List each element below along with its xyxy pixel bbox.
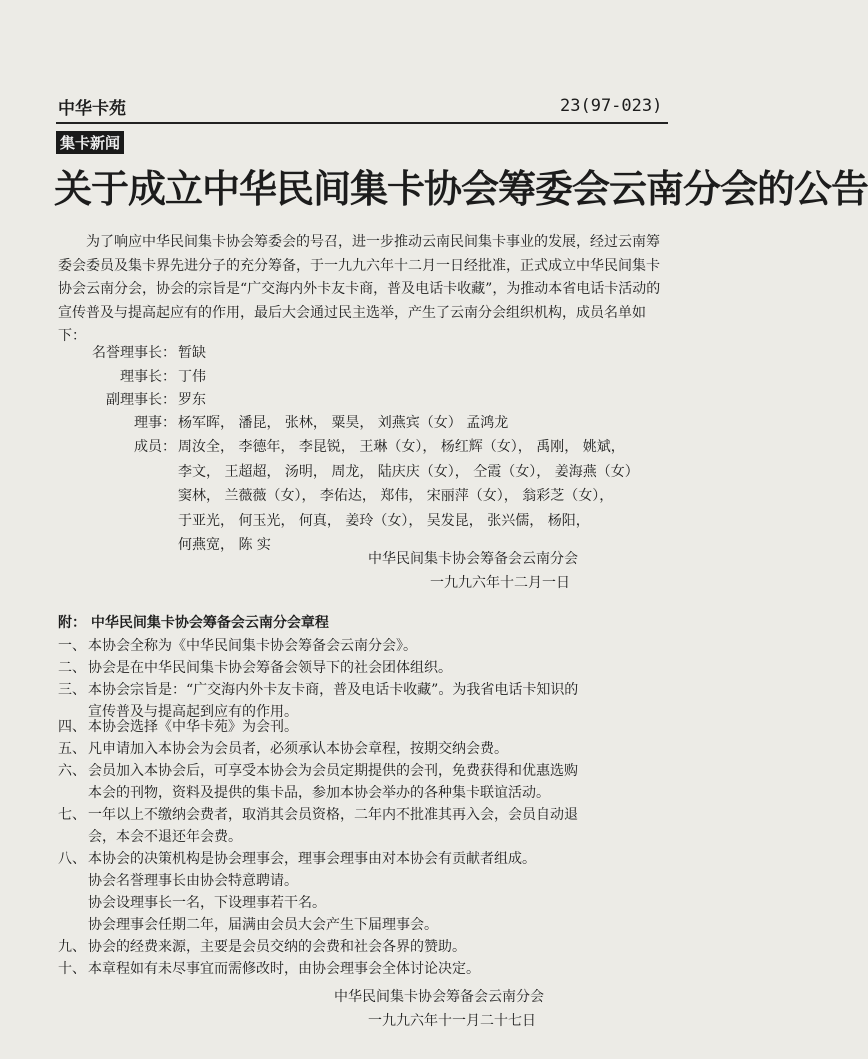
charter-item-number: 七、 [58,807,86,823]
header-divider [56,122,668,124]
members-line: 李文， 王超超， 汤明， 周龙， 陆庆庆（女）， 仝霞（女）， 姜海燕（女） [178,463,639,480]
charter-item [58,848,536,870]
charter-item-number: 十、 [58,961,86,977]
charter-signature-date: 一九九六年十一月二十七日 [368,1013,536,1029]
charter-item-number: 九、 [58,939,86,955]
honorary-chair-value: 暂缺 [178,345,206,361]
charter-item-text: 协会的经费来源，主要是会员交纳的会费和社会各界的赞助。 [88,939,466,955]
intro-paragraph: 为了响应中华民间集卡协会筹委会的号召，进一步推动云南民间集卡事业的发展，经过云南筹委会委员及集卡界先进分子的充分筹备，于一九九六年十二月一日经批准，正式成立中华民间集卡协会云南分会，协会的宗旨是“广交海内外卡友卡商，普及电话卡收藏”，为推动本省电话卡活动的宣传普及与提高起应有的作用，最后大会通过民主选举，产生了云南分会组织机构，成员名单如下： [58,234,661,344]
section-tag: 集卡新闻 [56,131,124,154]
charter-item-number: 五、 [58,741,86,757]
members-label: 成员： [134,439,176,455]
charter-title: 附： 中华民间集卡协会筹备会云南分会章程 [58,615,329,631]
chair-label: 理事长： [120,369,176,385]
charter-item-number: 三、 [58,682,86,698]
members-line: 窦林， 兰薇薇（女）， 李佑达， 郑伟， 宋丽萍（女）， 翁彩芝（女）， [178,488,614,504]
charter-item-number: 四、 [58,719,86,735]
charter-item-text: 会员加入本协会后，可享受本协会为会员定期提供的会刊，免费获得和优惠选购 [88,763,578,779]
publication-name: 中华卡苑 [58,99,126,119]
vice-chair-value: 罗东 [178,392,206,408]
honorary-chair-label: 名誉理事长： [92,345,176,361]
chair-value: 丁伟 [178,369,206,385]
announcement-signature-date: 一九九六年十二月一日 [430,575,570,591]
charter-item-continuation: 协会名誉理事长由协会特意聘请。 [88,873,298,889]
charter-item-text: 本协会全称为《中华民间集卡协会筹备会云南分会》。 [88,638,417,654]
members-list [178,435,639,558]
members-line: 何燕宽， 陈 实 [178,537,271,553]
charter-item [58,804,578,826]
members-line: 周汝全， 李德年， 李昆锐， 王琳（女）， 杨红辉（女）， 禹刚， 姚斌， [178,439,625,455]
charter-item-continuation: 宣传普及与提高起到应有的作用。 [88,704,298,720]
directors-label: 理事： [134,415,176,431]
charter-item-text: 协会是在中华民间集卡协会筹备会领导下的社会团体组织。 [88,660,452,676]
charter-item-continuation: 本会的刊物，资料及提供的集卡品，参加本协会举办的各种集卡联谊活动。 [88,785,550,801]
charter-item-number: 六、 [58,763,86,779]
charter-item [58,657,452,679]
charter-item-text: 本协会选择《中华卡苑》为会刊。 [88,719,298,735]
charter-item-continuation: 协会设理事长一名，下设理事若干名。 [88,895,326,911]
vice-chair-label: 副理事长： [106,392,176,408]
members-line: 于亚光， 何玉光， 何真， 姜玲（女）， 吴发昆， 张兴儒， 杨阳， [178,512,590,529]
charter-item-text: 本协会的决策机构是协会理事会，理事会理事由对本协会有贡献者组成。 [88,851,536,867]
issue-code: 23(97-023) [560,96,663,116]
charter-item [58,716,298,738]
charter-item [58,958,480,980]
charter-item-text: 凡申请加入本协会为会员者，必须承认本协会章程，按期交纳会费。 [88,741,508,757]
charter-item [58,936,466,958]
charter-item-text: 本协会宗旨是：“广交海内外卡友卡商，普及电话卡收藏”。为我省电话卡知识的 [88,682,579,698]
charter-item-text: 一年以上不缴纳会费者，取消其会员资格，二年内不批准其再入会，会员自动退 [88,807,578,823]
charter-item [58,738,508,760]
announcement-signature-org: 中华民间集卡协会筹备会云南分会 [368,551,578,567]
charter-item-number: 八、 [58,851,86,867]
directors-value: 杨军晖， 潘昆， 张林， 粟昊， 刘燕宾（女） 孟鸿龙 [178,415,509,431]
charter-item [58,679,578,701]
charter-item-text: 本章程如有未尽事宜而需修改时，由协会理事会全体讨论决定。 [88,961,480,977]
charter-item-number: 一、 [58,638,86,654]
charter-item-number: 二、 [58,660,86,676]
charter-signature-org: 中华民间集卡协会筹备会云南分会 [334,989,544,1005]
page-title: 关于成立中华民间集卡协会筹委会云南分会的公告 [54,167,868,211]
charter-item-continuation: 会，本会不退还年会费。 [88,829,242,845]
charter-item [58,760,578,782]
charter-item-continuation: 协会理事会任期二年，届满由会员大会产生下届理事会。 [88,917,438,933]
charter-item [58,635,417,657]
